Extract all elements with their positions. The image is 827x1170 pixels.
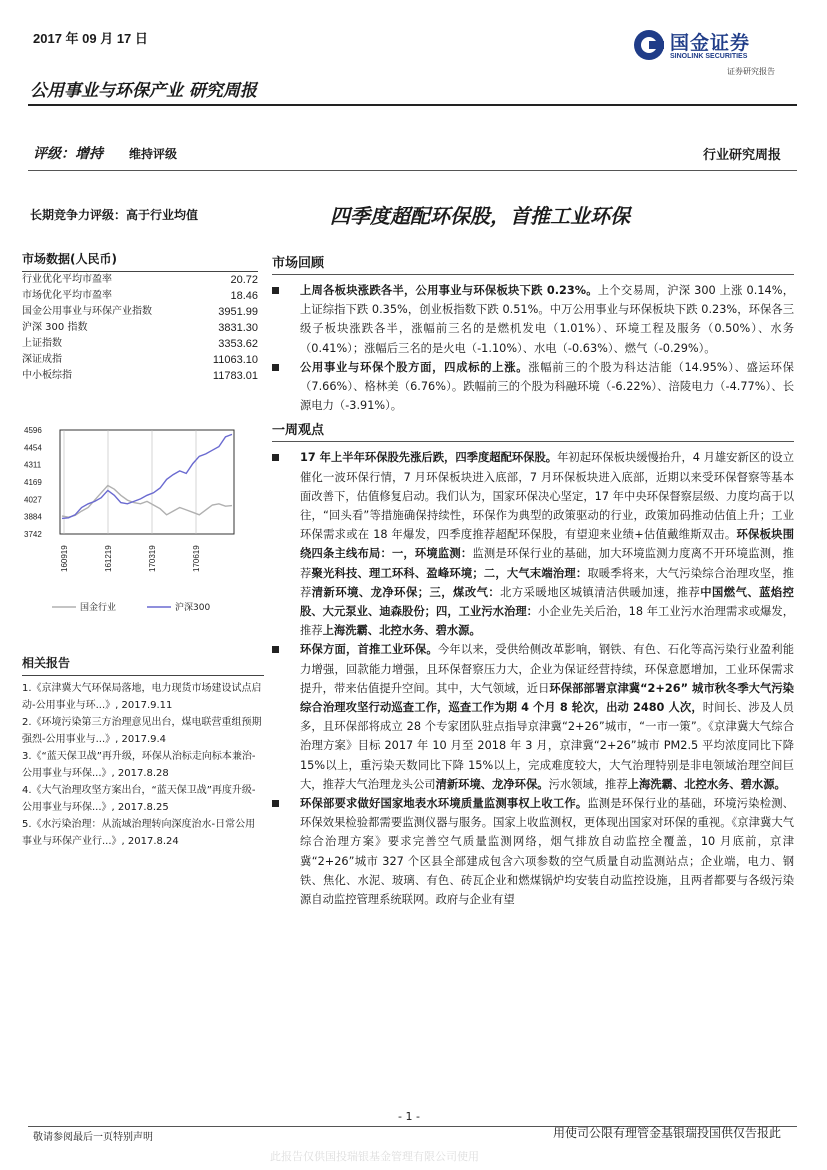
y-tick-label: 4169: [24, 478, 42, 487]
market-row-label: 国金公用事业与环保产业指数: [22, 306, 152, 317]
market-row-value: 11783.01: [212, 370, 258, 382]
index-chart: [22, 422, 258, 622]
paragraph-1: [272, 281, 794, 358]
bullet-square-icon: [272, 800, 279, 807]
p4-c: 时间长、涉及人员多，且环保部将成立 28 个专家团队驻点指导京津冀“2+26”城市，“一市一策”。《京津冀大气综合治理方案》目标 2017 年 10 月至 2018 年 3 月，京津冀“2+26”城市 PM2.5 平均浓度同比下降 15%以上，重污染天数同比下降 15%以上，完成难度较大，大气治理特别是非电领域治理空间巨大，推荐大气治理龙头公司: [300, 701, 794, 791]
p3-h: 中国燃气、蓝焰控股、大元泵业、迪森股份；四，工业污水治理：: [300, 585, 794, 619]
market-row-label: 沪深 300 指数: [22, 322, 88, 333]
market-data-title: 市场数据(人民币): [22, 248, 258, 272]
p3-g: 北方采暖地区城镇清洁供暖加速，推荐: [500, 585, 701, 599]
x-tick-label: 170619: [192, 545, 201, 572]
p4-f: 上海洗霸、北控水务、碧水源。: [627, 777, 786, 791]
related-report-item[interactable]: 2.《环境污染第三方治理意见出台，煤电联营重组预期强烈-公用事业与...》, 2017.9.4: [22, 717, 262, 745]
p1-lead: 上周各板块涨跌各半，公用事业与环保板块下跌 0.23%。: [300, 284, 598, 297]
rating-action: 维持评级: [129, 147, 178, 161]
p3-b: 环保板块围绕四条主线布局：一，环境监测：: [300, 528, 794, 561]
bullet-square-icon: [272, 454, 279, 461]
y-tick-label: 3884: [24, 512, 42, 522]
p3-f: 清新环境、龙净环保；三，煤改气：: [311, 585, 501, 599]
p4-d: 清新环境、龙净环保。: [435, 777, 549, 791]
series-line-0: [62, 486, 232, 518]
p3-c: 监测是环保行业的基础，加大环境监测力度离不开环境监测，推荐: [300, 547, 794, 580]
y-tick-label: 4596: [24, 426, 42, 435]
bullet-square-icon: [272, 287, 279, 294]
x-tick-label: 170319: [148, 545, 157, 572]
market-data-panel: [22, 248, 258, 384]
logo-name-en: SINOLINK SECURITIES: [670, 53, 748, 60]
rating-label: 评级：增持: [33, 146, 103, 162]
y-tick-label: 4027: [24, 495, 42, 505]
rating-line: [33, 143, 177, 163]
market-row: [22, 320, 258, 336]
market-row-value: 3831.30: [218, 322, 258, 334]
paragraph-4: [272, 640, 794, 794]
report-type: 行业研究周报: [702, 148, 781, 163]
series-line-1: [62, 434, 232, 518]
market-row-value: 3353.62: [218, 338, 258, 350]
paragraph-2: [272, 358, 794, 416]
bullet-square-icon: [272, 364, 279, 371]
legend-label: 沪深300: [175, 603, 211, 613]
market-row-value: 18.46: [230, 290, 258, 302]
footer-usage-note: 用使司公限有理管金基银瑞投国供仅告报此: [552, 1126, 781, 1140]
market-row-label: 行业优化平均市盈率: [22, 274, 112, 285]
related-report-item[interactable]: 3.《“蓝天保卫战”再升级，环保从治标走向标本兼治-公用事业与环保...》, 2017.8.28: [22, 751, 256, 779]
y-tick-label: 4454: [24, 443, 42, 453]
disclaimer: 敬请参阅最后一页特别声明: [33, 1132, 153, 1143]
header-divider: [28, 104, 797, 106]
report-date: 2017 年 09 月 17 日: [33, 31, 148, 46]
p3-j: 上海洗霸、北控水务、碧水源。: [322, 624, 481, 638]
market-row: [22, 272, 258, 288]
market-row: [22, 304, 258, 320]
market-data-table: [22, 272, 258, 384]
market-row: [22, 368, 258, 384]
related-report-item[interactable]: 5.《水污染治理：从流域治理转向深度治水-日常公用事业与环保产业行...》, 2017.8.24: [22, 819, 256, 847]
long-term-rating: 长期竞争力评级：高于行业均值: [30, 208, 199, 222]
related-report-item[interactable]: 1.《京津冀大气环保局落地，电力现货市场建设试点启动-公用事业与环...》, 2017.9.11: [22, 683, 262, 711]
market-row: [22, 288, 258, 304]
logo-subtitle: 证券研究报告: [727, 67, 775, 76]
p3-i: 小企业先关后治，18 年工业污水治理需求或爆发，推荐: [300, 605, 794, 638]
p2-body: 涨幅前三的个股为科达洁能（14.95%）、盛运环保（7.66%）、格林美（6.76%）。跌幅前三的个股为科融环境（-6.22%）、涪陵电力（-4.77%）、长源电力（-3.91%）。: [300, 360, 794, 413]
p4-a: 今年以来，受供给侧改革影响，钢铁、有色、石化等高污染行业盈利能力增强，回款能力增强，且环保督察压力大，企业为保证经营持续，环保意愿增加，工业环保需求提升，带来估值提升空间。其中，大气领域，近日: [300, 643, 794, 695]
x-tick-label: 160919: [60, 545, 69, 572]
report-series-title: 公用事业与环保产业 研究周报: [30, 81, 257, 101]
rating-divider: [28, 170, 797, 171]
logo-emblem-icon: [632, 28, 666, 62]
p5-body: 监测是环保行业的基础，环境污染检测、环保效果检验都需要监测仪器与服务。国家上收监测权，更体现出国家对环保的重视。《京津冀大气综合治理方案》要求完善空气质量监测网络，烟气排放自动监控全覆盖，10 月底前，京津冀“2+26”城市 327 个区县全部建成包含六项参数的空气质量自动监测站点；企业端，电力、钢铁、焦化、水泥、玻璃、有色、砖瓦企业和燃煤锅炉均安装自动监控设施，且两者都要与各级污染源自动监控管理系统联网。政府与企业有望: [300, 797, 794, 907]
p3-e: 取暖季将来，大气污染综合治理攻坚，推荐: [300, 566, 794, 599]
company-logo: [632, 26, 792, 78]
section-market-review: 市场回顾: [272, 252, 794, 275]
main-content: [272, 252, 794, 909]
chart-frame: [60, 430, 234, 534]
index-line-chart: [22, 422, 258, 622]
p3-lead: 17 年上半年环保股先涨后跌，四季度超配环保股。: [300, 451, 558, 465]
page-number: - 1 -: [398, 1110, 420, 1123]
market-row-value: 11063.10: [212, 354, 258, 366]
y-tick-label: 3742: [24, 530, 42, 539]
market-row-label: 深证成指: [22, 354, 62, 365]
related-title: 相关报告: [22, 652, 264, 676]
p3-a: 年初起环保板块缓慢抬升，4 月雄安新区的设立催化一波环保行情，7 月环保板块进入底部，7 月环保板块进入底部，近期以来受环保督察等基本面改善下，估值修复启动。我们认为，国家环保决心坚定，17 年中央环保督察层级、力度均高于以往，“回头看”等措施确保持续性，环保作为典型的政策驱动的行业，政策加码推动估值上升；工业环保需求或在 18 年爆发，四季度推荐超配环保股，有望迎来业绩+估值戴维斯双击。: [300, 451, 795, 542]
market-row: [22, 336, 258, 352]
watermark: 此报告仅供国投瑞银基金管理有限公司使用: [270, 1150, 479, 1163]
market-row-value: 20.72: [230, 274, 258, 286]
related-list: [22, 680, 264, 850]
bullet-square-icon: [272, 646, 279, 653]
p4-b: 环保部部署京津冀“2+26” 城市秋冬季大气污染综合治理攻坚行动巡查工作，巡查工作为期 4 个月 8 轮次，出动 2480 人次，: [300, 681, 794, 715]
p1-body: 上个交易周，沪深 300 上涨 0.14%，上证综指下跌 0.35%，创业板指数下跌 0.51%。中万公用事业与环保板块下跌 0.23%，环保各三级子板块涨跌各半，涨幅前三名的是燃机发电（1.01%）、环境工程及服务（0.50%）、水务（0.41%）；涨幅后三名的是火电（-1.10%）、水电（-0.63%）、燃气（-0.29%）。: [300, 284, 794, 355]
legend-label: 国金行业: [80, 603, 117, 613]
main-title: 四季度超配环保股，首推工业环保: [330, 204, 630, 228]
p4-lead: 环保方面，首推工业环保。: [300, 643, 438, 657]
market-row-label: 市场优化平均市盈率: [22, 290, 112, 301]
p3-d: 聚光科技、理工环科、盈峰环境；二，大气末端治理：: [311, 566, 588, 580]
paragraph-3: [272, 448, 794, 640]
market-row-value: 3951.99: [218, 306, 258, 318]
related-reports: [22, 652, 264, 850]
x-tick-label: 161219: [104, 545, 113, 572]
y-tick-label: 4311: [24, 460, 42, 470]
market-row: [22, 352, 258, 368]
p4-e: 污水领域，推荐: [548, 777, 628, 791]
market-row-label: 上证指数: [22, 338, 62, 349]
related-report-item[interactable]: 4.《大气治理攻坚方案出台，“蓝天保卫战”再度升级-公用事业与环保...》, 2017.8.25: [22, 785, 256, 813]
section-weekly-view: 一周观点: [272, 419, 794, 442]
p2-lead: 公用事业与环保个股方面，四成标的上涨。: [300, 360, 529, 374]
p5-lead: 环保部要求做好国家地表水环境质量监测事权上收工作。: [300, 797, 588, 811]
market-row-label: 中小板综指: [22, 370, 72, 381]
paragraph-5: [272, 794, 794, 909]
logo-name-cn: 国金证券: [670, 32, 751, 54]
